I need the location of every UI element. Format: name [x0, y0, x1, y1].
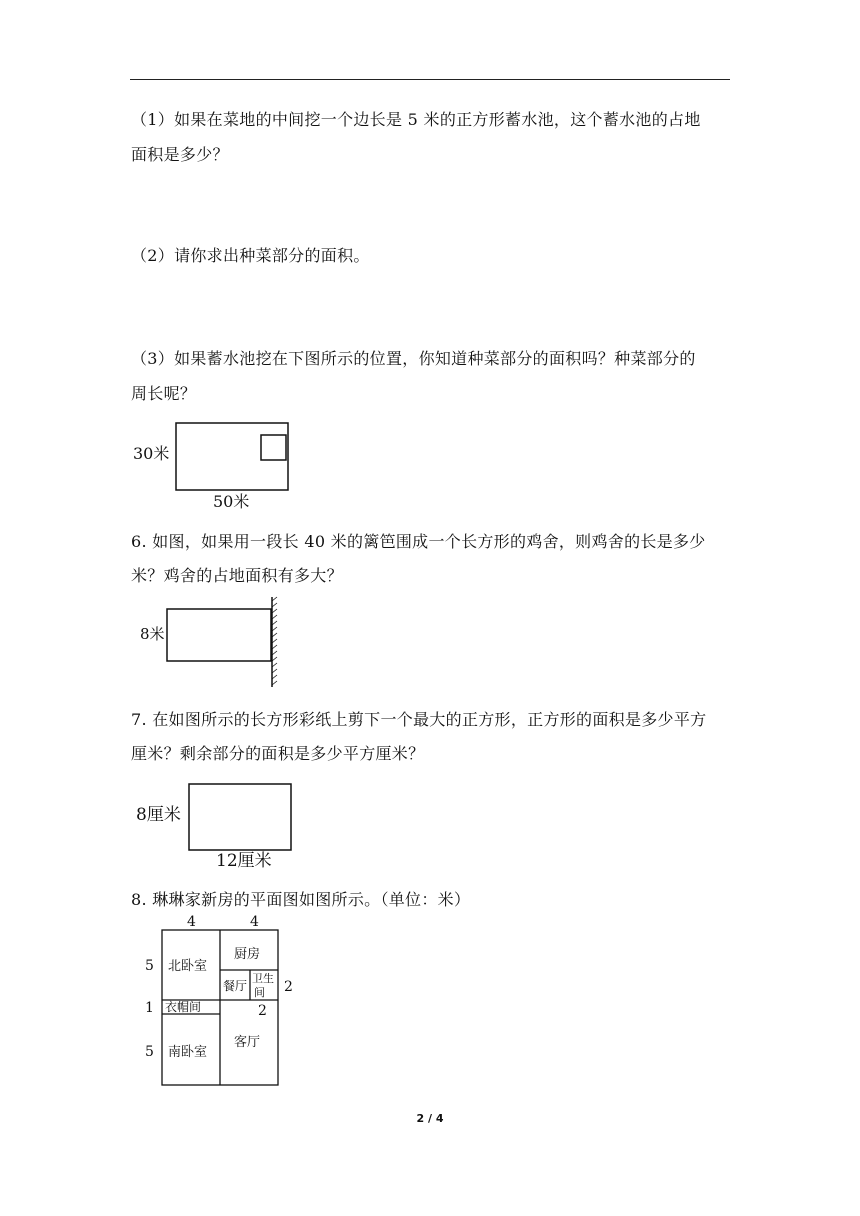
field-rectangle: [176, 423, 288, 490]
question-6-line-2: 米？鸡舍的占地面积有多大？: [131, 566, 343, 585]
question-8: 8. 琳琳家新房的平面图如图所示。（单位：米）: [131, 890, 471, 909]
room-bathroom-line-2: 间: [254, 986, 265, 999]
dim-right: 2: [284, 979, 293, 995]
dim-inner: 2: [258, 1003, 267, 1019]
figure-chicken-coop: [135, 595, 285, 690]
question-5-3-line-1: （3）如果蓄水池挖在下图所示的位置，你知道种菜部分的面积吗？种菜部分的: [131, 349, 696, 368]
question-7-line-2: 厘米？剩余部分的面积是多少平方厘米？: [131, 744, 425, 763]
dim-left-south: 5: [145, 1044, 154, 1060]
coop-rectangle: [167, 609, 271, 661]
room-bathroom-line-1: 卫生: [252, 972, 274, 985]
page-number: 2 / 4: [416, 1112, 444, 1125]
paper-width-label: 12厘米: [216, 851, 272, 871]
question-7-line-1: 7. 在如图所示的长方形彩纸上剪下一个最大的正方形，正方形的面积是多少平方: [131, 710, 707, 729]
room-living-room: 客厅: [234, 1035, 261, 1050]
room-north-bedroom: 北卧室: [168, 959, 208, 974]
paper-rectangle: [189, 784, 291, 850]
question-6-line-1: 6. 如图，如果用一段长 40 米的篱笆围成一个长方形的鸡舍，则鸡舍的长是多少: [131, 532, 706, 551]
figure-floor-plan: [135, 912, 305, 1092]
field-height-label: 30米: [133, 444, 170, 463]
dim-top-right: 4: [250, 914, 259, 930]
question-5-1-line-2: 面积是多少？: [131, 145, 229, 164]
question-5-2: （2）请你求出种菜部分的面积。: [131, 246, 370, 265]
room-kitchen: 厨房: [234, 947, 261, 962]
question-5-1-line-1: （1）如果在菜地的中间挖一个边长是 5 米的正方形蓄水池，这个蓄水池的占地: [131, 110, 701, 129]
dim-left-cloak: 1: [145, 1000, 154, 1016]
paper-height-label: 8厘米: [136, 805, 181, 825]
dim-top-left: 4: [187, 914, 196, 930]
figure-paper-rectangle: [130, 780, 300, 875]
room-cloakroom: 衣帽间: [165, 1000, 202, 1014]
figure-field-with-pool: [128, 415, 303, 515]
coop-height-label: 8米: [140, 625, 165, 643]
room-dining: 餐厅: [223, 979, 248, 993]
field-width-label: 50米: [213, 492, 250, 511]
dim-left-north: 5: [145, 958, 154, 974]
pool-square: [261, 435, 286, 460]
question-5-3-line-2: 周长呢？: [131, 384, 197, 403]
room-south-bedroom: 南卧室: [168, 1045, 208, 1060]
header-rule: [130, 79, 730, 80]
